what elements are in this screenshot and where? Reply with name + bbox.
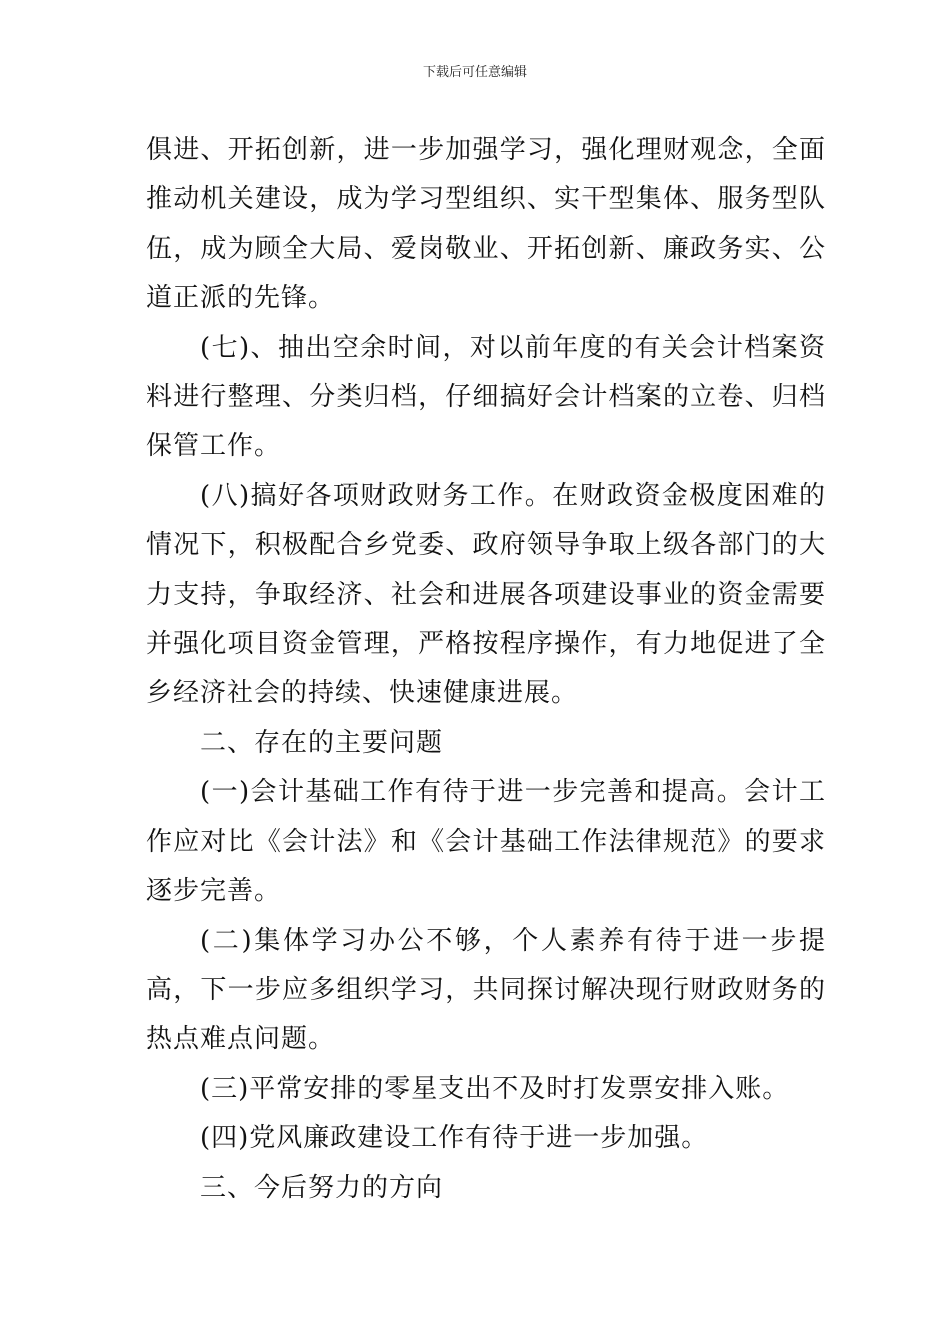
paragraph-item-8: (八)搞好各项财政财务工作。在财政资金极度困难的情况下，积极配合乡党委、政府领导争取上级各部门的大力支持，争取经济、社会和进展各项建设事业的资金需要并强化项目资金管理，严格按程序操作，有力地促进了全乡经济社会的持续、快速健康进展。 <box>146 480 826 709</box>
paragraph-item-7: (七)、抽出空余时间，对以前年度的有关会计档案资料进行整理、分类归档，仔细搞好会计档案的立卷、归档保管工作。 <box>146 332 826 462</box>
section-heading-3: 三、今后努力的方向 <box>200 1172 444 1203</box>
paragraph-problem-3: (三)平常安排的零星支出不及时打发票安排入账。 <box>200 1073 790 1104</box>
paragraph-problem-1: (一)会计基础工作有待于进一步完善和提高。会计工作应对比《会计法》和《会计基础工作法律规范》的要求逐步完善。 <box>146 777 826 907</box>
page-header: 下载后可任意编辑 <box>422 65 527 80</box>
document-body <box>146 126 826 1213</box>
paragraph-continuation: 俱进、开拓创新，进一步加强学习，强化理财观念，全面推动机关建设，成为学习型组织、实干型集体、服务型队伍，成为顾全大局、爱岗敬业、开拓创新、廉政务实、公道正派的先锋。 <box>146 135 826 314</box>
section-heading-2: 二、存在的主要问题 <box>200 727 444 758</box>
paragraph-problem-2: (二)集体学习办公不够，个人素养有待于进一步提高，下一步应多组织学习，共同探讨解决现行财政财务的热点难点问题。 <box>146 925 826 1055</box>
paragraph-problem-4: (四)党风廉政建设工作有待于进一步加强。 <box>200 1123 709 1154</box>
